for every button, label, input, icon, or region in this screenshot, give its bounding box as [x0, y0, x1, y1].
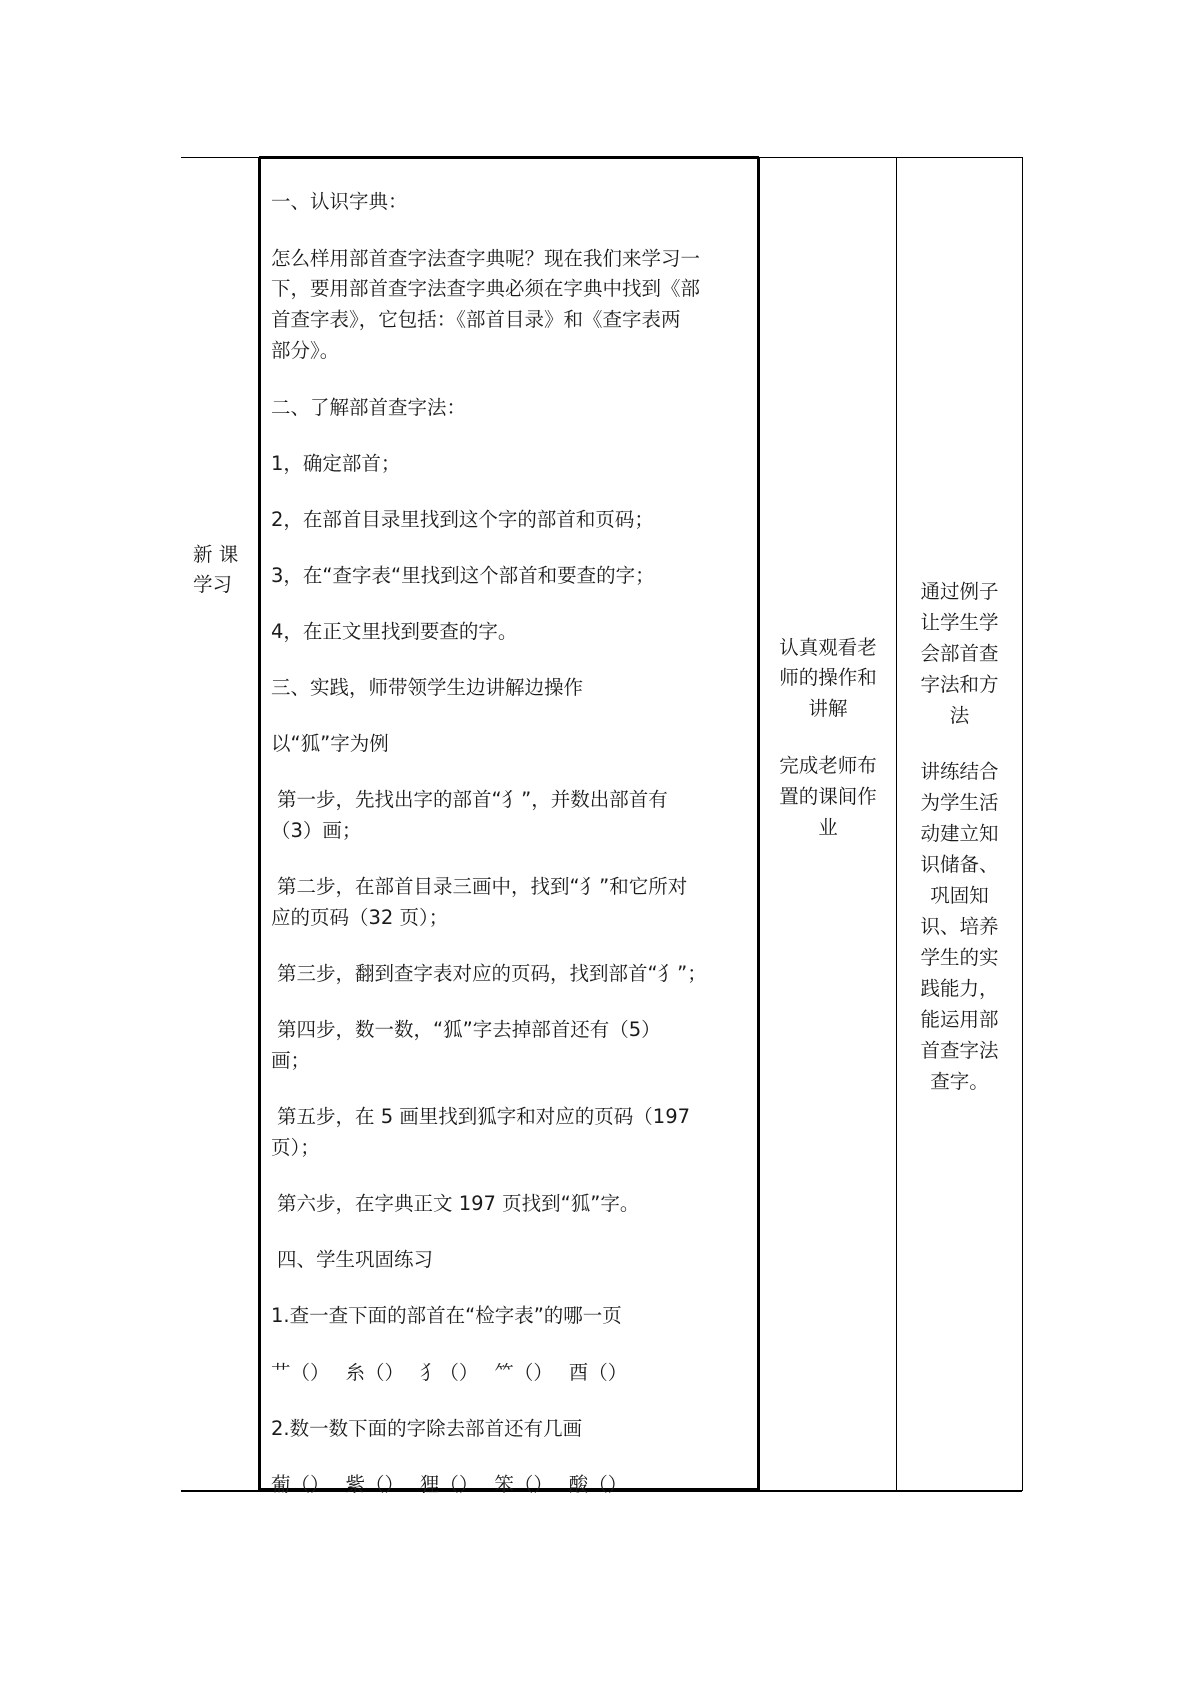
- intent-2-line5: 巩固知: [930, 884, 989, 907]
- intent-2-line4: 识储备、: [920, 853, 999, 876]
- activity-1-line3: 讲解: [808, 697, 848, 720]
- section-label-line1: 新 课: [193, 543, 239, 566]
- content-cell-top-border: [259, 156, 759, 159]
- intro-paragraph-line1: 怎么样用部首查字法查字典呢？现在我们来学习一: [271, 247, 701, 270]
- activity-1-line2: 师的操作和: [779, 666, 877, 689]
- exercise-1-title: 1.查一查下面的部首在“检字表”的哪一页: [271, 1304, 622, 1327]
- activity-2-line3: 业: [818, 816, 838, 839]
- example-step3: 第三步，翻到查字表对应的页码，找到部首“犭”；: [277, 962, 707, 985]
- column-divider-1: [258, 157, 261, 1491]
- intent-2-line8: 践能力，: [920, 977, 999, 1000]
- activity-2-line2: 置的课间作: [779, 785, 877, 808]
- exercise-2-title: 2.数一数下面的字除去部首还有几画: [271, 1417, 583, 1440]
- intent-1-line3: 会部首查: [920, 642, 999, 665]
- intent-2-line6: 识、培养: [920, 915, 999, 938]
- example-intro: 以“狐”字为例: [271, 732, 389, 755]
- intent-1-line1: 通过例子: [920, 580, 999, 603]
- intent-2-line3: 动建立知: [920, 822, 999, 845]
- heading-exercises: 四、学生巩固练习: [277, 1248, 434, 1271]
- table-right-border: [1022, 157, 1023, 1491]
- method-step-3: 3，在“查字表“里找到这个部首和要查的字；: [271, 564, 655, 587]
- intent-2-line1: 讲练结合: [920, 760, 999, 783]
- intent-1-line4: 字法和方: [920, 673, 999, 696]
- example-step1-line1: 第一步，先找出字的部首“犭”，并数出部首有: [277, 788, 668, 811]
- exercise-2-items: 葡（） 紫（） 狸（） 笨（） 酸（）: [271, 1473, 628, 1496]
- exercise-1-items: 艹（） 糸（） 犭（） ⺮（） 酉（）: [271, 1361, 628, 1384]
- method-step-4: 4，在正文里找到要查的字。: [271, 620, 518, 643]
- heading-practice: 三、实践，师带领学生边讲解边操作: [271, 676, 584, 699]
- example-step1-line2: （3）画；: [271, 819, 362, 842]
- intent-2-line7: 学生的实: [920, 946, 999, 969]
- intro-paragraph-line4: 部分》。: [271, 339, 340, 362]
- heading-know-dictionary: 一、认识字典：: [271, 190, 408, 213]
- intent-1-line5: 法: [949, 704, 970, 727]
- intent-1-line2: 让学生学: [920, 611, 999, 634]
- example-step6: 第六步，在字典正文 197 页找到“狐”字。: [277, 1192, 640, 1215]
- example-step2-line1: 第二步，在部首目录三画中，找到“犭”和它所对: [277, 875, 688, 898]
- activity-2-line1: 完成老师布: [779, 754, 877, 777]
- heading-radical-method: 二、了解部首查字法：: [271, 396, 467, 419]
- method-step-2: 2，在部首目录里找到这个字的部首和页码；: [271, 508, 654, 531]
- example-step5-line1: 第五步，在 5 画里找到狐字和对应的页码（197: [277, 1105, 691, 1128]
- activity-1-line1: 认真观看老: [779, 636, 877, 659]
- example-step4-line2: 画；: [271, 1049, 311, 1072]
- intent-2-line2: 为学生活: [920, 791, 999, 814]
- intro-paragraph-line3: 首查字表》，它包括：《部首目录》和《查字表两: [271, 308, 681, 331]
- method-step-1: 1，确定部首；: [271, 452, 401, 475]
- intro-paragraph-line2: 下，要用部首查字法查字典必须在字典中找到《部: [271, 277, 701, 300]
- intent-2-line9: 能运用部: [920, 1008, 999, 1031]
- example-step2-line2: 应的页码（32 页）；: [271, 906, 449, 929]
- example-step4-line1: 第四步，数一数，“狐”字去掉部首还有（5）: [277, 1018, 661, 1041]
- intent-2-line10: 首查字法: [920, 1039, 999, 1062]
- section-label-line2: 学习: [193, 573, 233, 596]
- intent-2-line11: 查字。: [930, 1070, 989, 1093]
- example-step5-line2: 页）；: [271, 1136, 320, 1159]
